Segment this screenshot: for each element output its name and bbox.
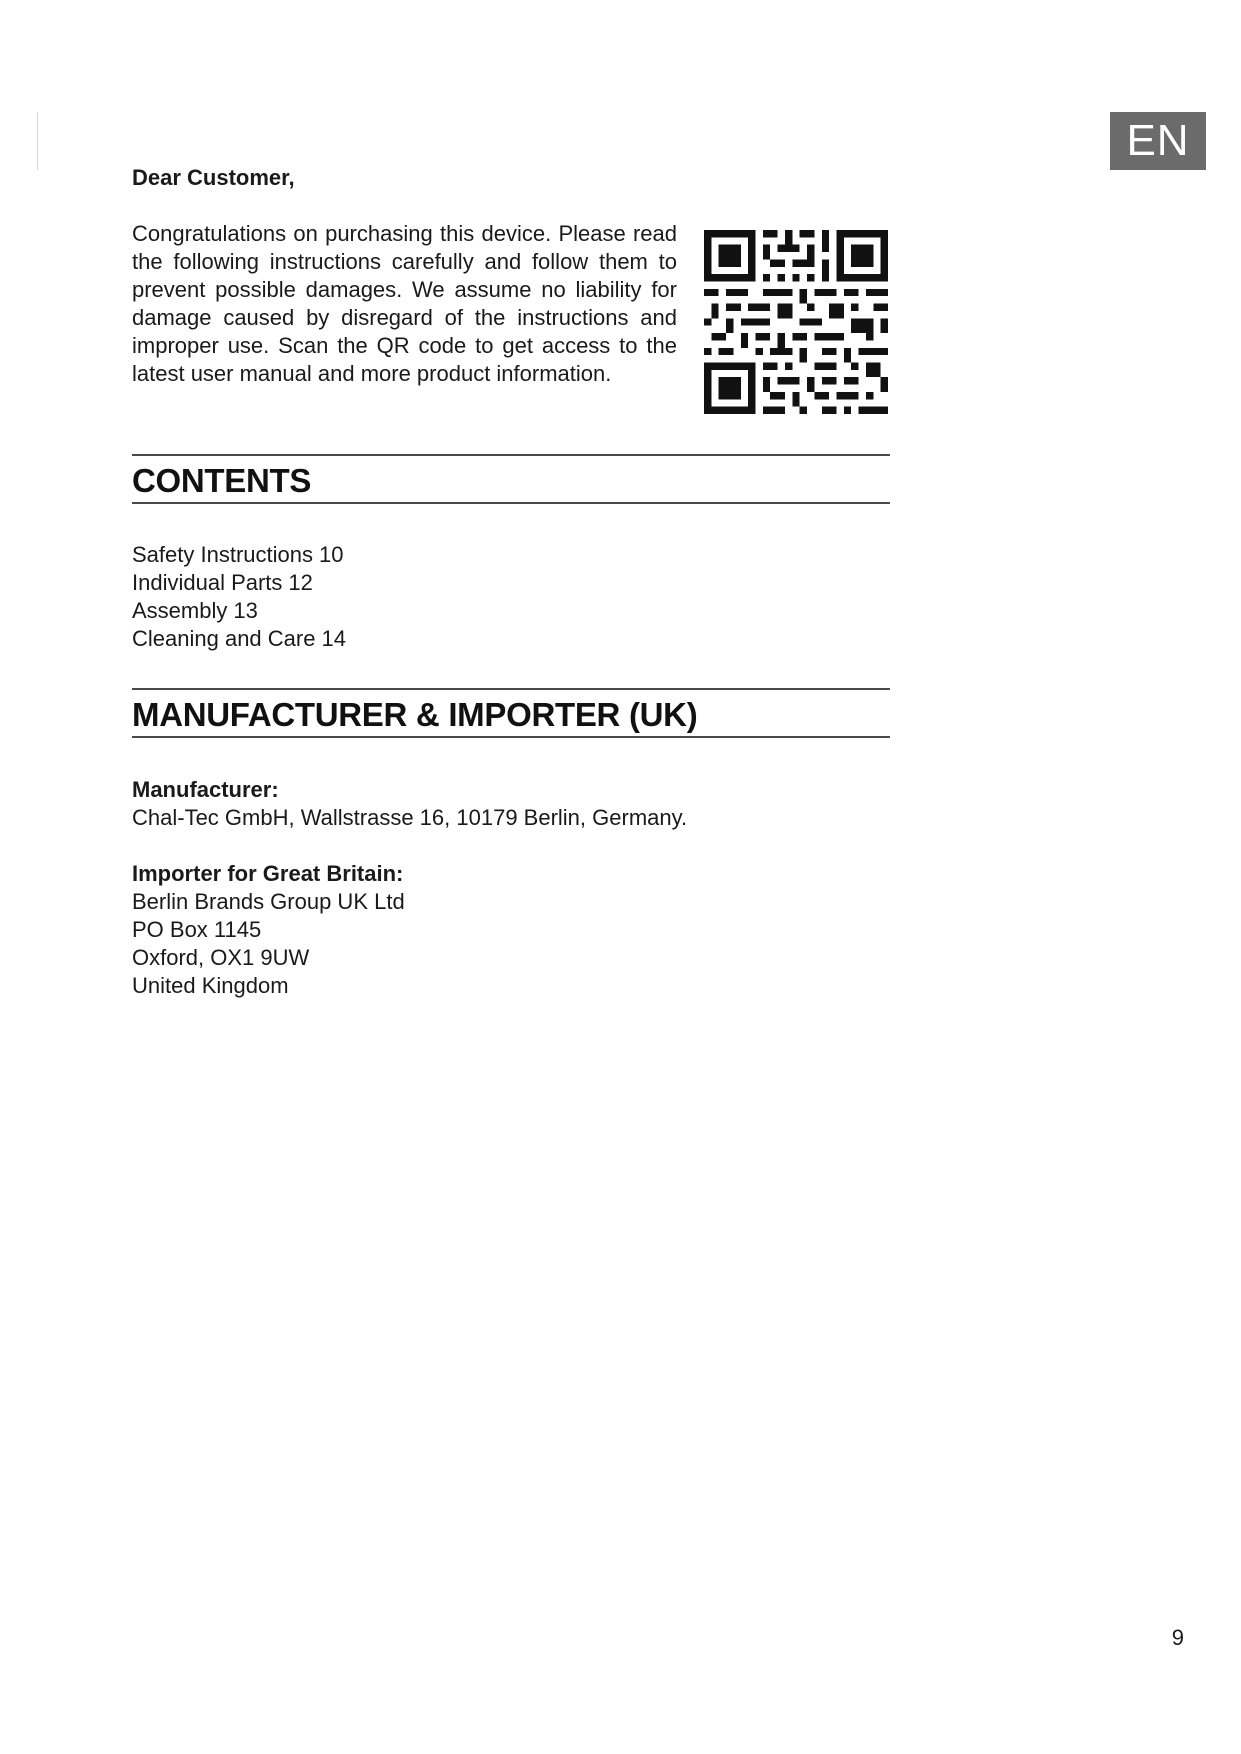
page-number: 9 [1171, 1625, 1184, 1650]
toc-item-page: 14 [321, 626, 346, 651]
manufacturer-address: Chal-Tec GmbH, Wallstrasse 16, 10179 Berlin, Germany. [132, 805, 688, 830]
table-of-contents [132, 541, 346, 653]
importer-address-line: Oxford, OX1 9UW [132, 945, 310, 970]
toc-item-title: Individual Parts [132, 570, 283, 595]
manufacturer-block [132, 776, 687, 832]
toc-item-title: Assembly [132, 598, 228, 623]
toc-item[interactable] [132, 541, 346, 569]
manufacturer-heading-band [132, 688, 890, 738]
contents-heading: CONTENTS [132, 462, 312, 499]
importer-address-line: Berlin Brands Group UK Ltd [132, 889, 405, 914]
toc-item[interactable] [132, 569, 346, 597]
margin-mark [37, 112, 38, 170]
importer-address-line: United Kingdom [132, 973, 289, 998]
toc-item-title: Safety Instructions [132, 542, 313, 567]
qr-code-icon[interactable] [704, 230, 888, 414]
contents-heading-band [132, 454, 890, 504]
toc-item[interactable] [132, 625, 346, 653]
toc-item-title: Cleaning and Care [132, 626, 316, 651]
importer-label: Importer for Great Britain: [132, 861, 404, 886]
manufacturer-heading: MANUFACTURER & IMPORTER (UK) [132, 696, 698, 733]
toc-item-page: 10 [318, 542, 344, 567]
manufacturer-label: Manufacturer: [132, 777, 279, 802]
toc-item-page: 12 [288, 570, 313, 595]
intro-paragraph: Congratulations on purchasing this device. Please read the following instructions carefully and follow them to prevent possible damages. We assume no liability for damage caused by disregard of the instructions and improper use. Scan the QR code to get access to the latest user manual and more product information. [132, 221, 677, 386]
qr-code-graphic [704, 230, 888, 414]
toc-item[interactable] [132, 597, 346, 625]
greeting: Dear Customer, [132, 165, 295, 190]
language-badge: EN [1110, 112, 1206, 170]
toc-item-page: 13 [233, 598, 258, 623]
importer-address-line: PO Box 1145 [132, 917, 262, 942]
importer-block [132, 860, 405, 1000]
